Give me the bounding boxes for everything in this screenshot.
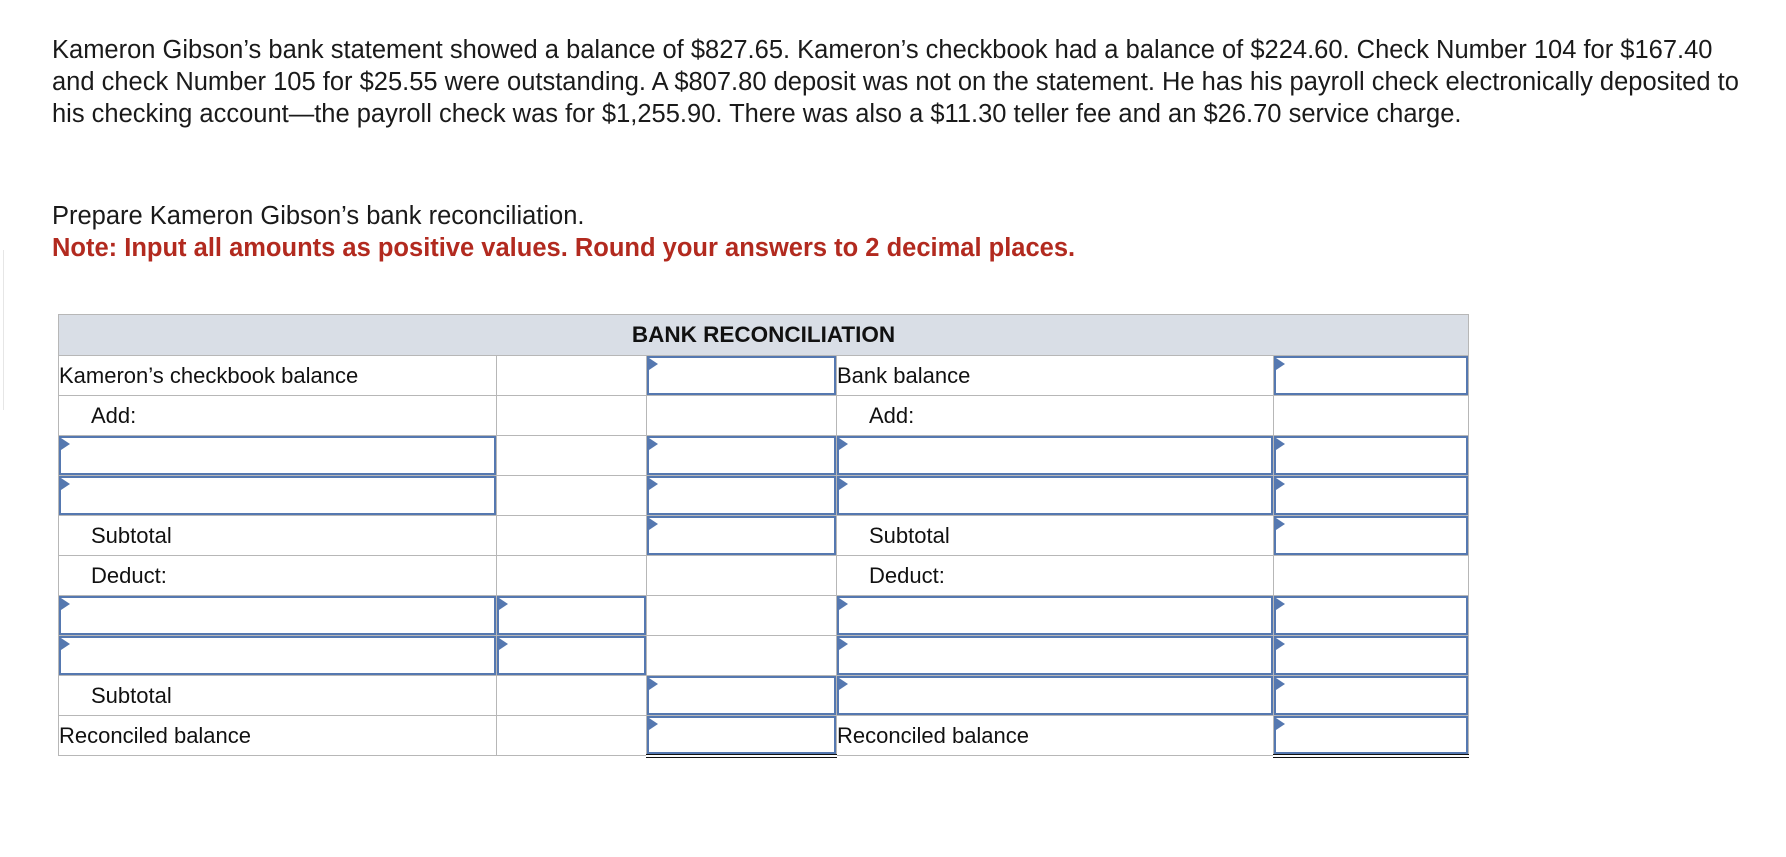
left-add-amount-input-2[interactable]: [647, 476, 836, 515]
bank-balance-cell: [1274, 356, 1469, 396]
empty-cell: [1274, 556, 1469, 596]
left-add-desc-cell-2: [59, 476, 497, 516]
right-deduct-amount-cell-1: [1274, 596, 1469, 636]
right-add-description-input-2[interactable]: [837, 476, 1273, 515]
left-reconciled-input[interactable]: [647, 716, 836, 754]
left-subtotal-cell-1: [647, 516, 837, 556]
empty-cell: [647, 396, 837, 436]
right-add-amount-cell-1: [1274, 436, 1469, 476]
right-deduct-desc-cell-2: [837, 636, 1274, 676]
right-deduct-label: Deduct:: [837, 556, 1274, 596]
left-add-amount-input-1[interactable]: [647, 436, 836, 475]
left-deduct-desc-cell-2: [59, 636, 497, 676]
right-reconciled-label: Reconciled balance: [837, 716, 1274, 756]
right-deduct-description-input-3[interactable]: [837, 676, 1273, 715]
right-add-desc-cell-1: [837, 436, 1274, 476]
left-deduct-desc-cell-1: [59, 596, 497, 636]
left-subtotal-cell-2: [647, 676, 837, 716]
right-add-amount-input-2[interactable]: [1274, 476, 1468, 515]
question-text: [52, 34, 1752, 130]
table-row: [59, 516, 1469, 556]
left-add-amount-cell-1: [647, 436, 837, 476]
left-deduct-amount-cell-1: [497, 596, 647, 636]
empty-cell: [497, 356, 647, 396]
right-deduct-desc-cell-3: [837, 676, 1274, 716]
table-row: [59, 476, 1469, 516]
table-header-row: [59, 315, 1469, 356]
left-subtotal-input-2[interactable]: [647, 676, 836, 715]
right-deduct-amount-input-2[interactable]: [1274, 636, 1468, 675]
right-deduct-amount-cell-3: [1274, 676, 1469, 716]
right-deduct-amount-input-3[interactable]: [1274, 676, 1468, 715]
empty-cell: [647, 636, 837, 676]
left-add-label: Add:: [59, 396, 497, 436]
instruction-text: Prepare Kameron Gibson’s bank reconciliation.: [52, 202, 585, 230]
empty-cell: [647, 596, 837, 636]
empty-cell: [497, 436, 647, 476]
table-row: [59, 636, 1469, 676]
right-subtotal-input[interactable]: [1274, 516, 1468, 555]
left-reconciled-label: Reconciled balance: [59, 716, 497, 756]
right-deduct-desc-cell-1: [837, 596, 1274, 636]
table-row: [59, 716, 1469, 756]
right-add-description-input-1[interactable]: [837, 436, 1273, 475]
empty-cell: [497, 556, 647, 596]
left-deduct-label: Deduct:: [59, 556, 497, 596]
right-deduct-description-input-2[interactable]: [837, 636, 1273, 675]
left-subtotal-input-1[interactable]: [647, 516, 836, 555]
table-row: [59, 356, 1469, 396]
table-row: [59, 596, 1469, 636]
right-reconciled-input[interactable]: [1274, 716, 1468, 754]
table-title: BANK RECONCILIATION: [59, 315, 1469, 356]
checkbook-balance-label: Kameron’s checkbook balance: [59, 356, 497, 396]
right-add-desc-cell-2: [837, 476, 1274, 516]
right-add-amount-cell-2: [1274, 476, 1469, 516]
table-row: [59, 436, 1469, 476]
left-deduct-amount-cell-2: [497, 636, 647, 676]
left-add-description-input-1[interactable]: [59, 436, 496, 475]
empty-cell: [647, 556, 837, 596]
right-add-label: Add:: [837, 396, 1274, 436]
left-deduct-description-input-1[interactable]: [59, 596, 496, 635]
left-subtotal-label-1: Subtotal: [59, 516, 497, 556]
left-add-description-input-2[interactable]: [59, 476, 496, 515]
right-reconciled-cell: [1274, 716, 1469, 756]
left-reconciled-cell: [647, 716, 837, 756]
right-deduct-amount-input-1[interactable]: [1274, 596, 1468, 635]
empty-cell: [497, 676, 647, 716]
left-deduct-description-input-2[interactable]: [59, 636, 496, 675]
bank-balance-label: Bank balance: [837, 356, 1274, 396]
bank-balance-input[interactable]: [1274, 356, 1468, 395]
right-deduct-amount-cell-2: [1274, 636, 1469, 676]
left-deduct-amount-input-2[interactable]: [497, 636, 646, 675]
left-add-desc-cell-1: [59, 436, 497, 476]
left-edge-mark: [0, 250, 4, 410]
empty-cell: [1274, 396, 1469, 436]
question-paragraph: Kameron Gibson’s bank statement showed a balance of $827.65. Kameron’s checkbook had a balance of $224.60. Check Number 104 for $167.40 and check Number 105 for $25.55 were outstanding. A $807.80 deposit was not on the statement. He has his payroll check electronically deposited to his checking account—the payroll check was for $1,255.90. There was also a $11.30 teller fee and an $26.70 service charge.: [52, 36, 1739, 128]
empty-cell: [497, 476, 647, 516]
table-row: [59, 676, 1469, 716]
empty-cell: [497, 516, 647, 556]
note-text: Note: Input all amounts as positive values. Round your answers to 2 decimal places.: [52, 234, 1076, 262]
checkbook-balance-input[interactable]: [647, 356, 836, 395]
empty-cell: [497, 716, 647, 756]
empty-cell: [497, 396, 647, 436]
checkbook-balance-cell: [647, 356, 837, 396]
left-deduct-amount-input-1[interactable]: [497, 596, 646, 635]
right-subtotal-label: Subtotal: [837, 516, 1274, 556]
left-add-amount-cell-2: [647, 476, 837, 516]
right-deduct-description-input-1[interactable]: [837, 596, 1273, 635]
table-row: [59, 396, 1469, 436]
left-subtotal-label-2: Subtotal: [59, 676, 497, 716]
table-row: [59, 556, 1469, 596]
bank-reconciliation-table: [58, 314, 1469, 758]
right-subtotal-cell: [1274, 516, 1469, 556]
right-add-amount-input-1[interactable]: [1274, 436, 1468, 475]
